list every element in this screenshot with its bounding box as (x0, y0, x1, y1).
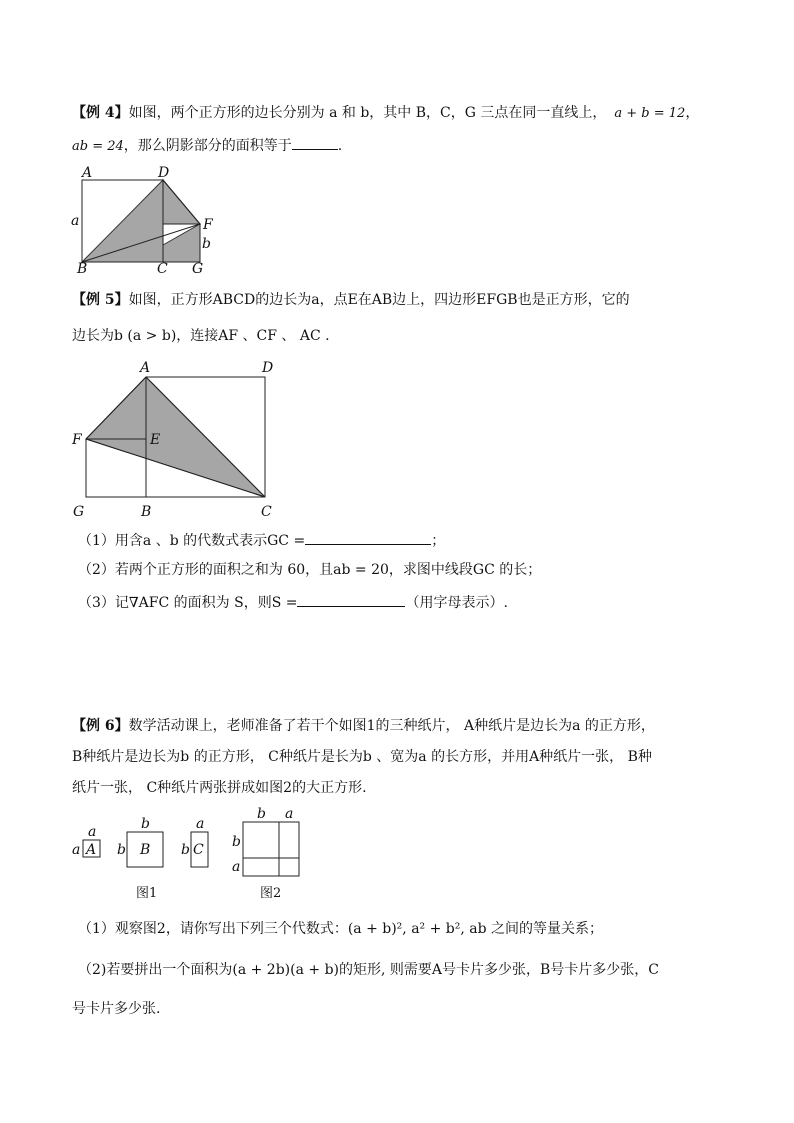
ex4-label-b: b (202, 236, 211, 252)
ex6-fig2-a-left: a (232, 859, 241, 875)
ex6-q2-line1 (78, 961, 659, 979)
ex5-q3-suffix: （用字母表示）. (405, 595, 508, 611)
ex6-fig1-b-top: b (141, 816, 150, 832)
ex6-text2: B种纸片是边长为b 的正方形， C种纸片是长为b 、宽为a 的长方形，并用A种纸片一张， B种 (72, 749, 652, 765)
ex6-text1: 数学活动课上，老师准备了若干个如图1的三种纸片， A种纸片是边长为a 的正方形， (128, 718, 655, 734)
ex6-fig1-caption: 图1 (136, 886, 158, 901)
ex4-eq2: ab = 24 (72, 139, 124, 154)
ex6-q2-text2: 号卡片多少张. (72, 1001, 161, 1017)
ex6-tag: 【例 6】 (72, 718, 129, 734)
ex6-fig2-b-left: b (232, 834, 241, 850)
ex4-label-a: a (71, 213, 80, 229)
ex4-label-C: C (157, 261, 168, 277)
ex6-text3: 纸片一张， C种纸片两张拼成如图2的大正方形. (72, 780, 367, 796)
ex6-fig1-b-left: b (117, 842, 126, 858)
ex6-q2-line2 (72, 1000, 160, 1018)
ex4-line1: 【例 4】如图，两个正方形的边长分别为 a 和 b，其中 B，C，G 三点在同一直线上， a + b = 12， (72, 105, 700, 121)
ex6-fig1-C: C (193, 842, 204, 858)
ex5-label-G: G (73, 504, 85, 520)
ex5-label-E: E (150, 432, 161, 448)
ex5-tag: 【例 5】 (72, 292, 129, 308)
ex5-q3-text: （3）记∇AFC 的面积为 S，则S = (78, 595, 298, 611)
ex5-text2: 边长为b (a > b)，连接AF 、CF 、 AC . (72, 328, 330, 344)
ex6-fig1-a-left: a (72, 842, 81, 858)
ex6-q1 (78, 920, 603, 938)
ex6-fig1-B: B (140, 842, 151, 858)
ex4-text1: 如图，两个正方形的边长分别为 a 和 b，其中 B，C，G 三点在同一直线上， (128, 105, 607, 121)
ex5-q1-text: （1）用含a 、b 的代数式表示GC = (78, 533, 306, 549)
ex4-line2: ab = 24，那么阴影部分的面积等于 . (72, 135, 342, 156)
ex4-label-F: F (203, 217, 213, 233)
ex6-fig2-a-top: a (285, 806, 294, 822)
ex5-label-C: C (261, 504, 272, 520)
ex6-fig1-A: A (86, 842, 97, 858)
ex6-big-square (243, 822, 299, 876)
ex4-eq1: a + b = 12 (614, 106, 686, 121)
ex5-label-F: F (72, 432, 82, 448)
ex5-label-D: D (262, 360, 274, 376)
ex4-text2: ，那么阴影部分的面积等于 (123, 138, 292, 154)
ex6-fig1-b-left2: b (181, 842, 190, 858)
ex6-fig2-caption: 图2 (260, 886, 282, 901)
ex5-q2-text: （2）若两个正方形的面积之和为 60，且ab = 20，求图中线段GC 的长； (78, 562, 542, 578)
ex6-fig1-a-top: a (88, 824, 97, 840)
ex5-q1-suffix: ； (431, 533, 446, 549)
ex6-q1-text: （1）观察图2，请你写出下列三个代数式：(a + b)², a² + b², ab 之间的等量关系； (78, 921, 604, 937)
ex4-label-A: A (82, 165, 93, 181)
ex4-label-G: G (192, 261, 204, 277)
ex6-q2-text1: （2)若要拼出一个面积为(a + 2b)(a + b)的矩形, 则需要A号卡片多少张，B号卡片多少张，C (78, 962, 660, 978)
ex5-text1: 如图，正方形ABCD的边长为a，点E在AB边上，四边形EFGB也是正方形，它的 (128, 292, 630, 308)
ex6-fig1-a-top2: a (196, 816, 205, 832)
ex6-fig2-b-top: b (257, 806, 266, 822)
ex5-label-A: A (140, 360, 151, 376)
ex4-label-B: B (77, 261, 88, 277)
ex4-tag: 【例 4】 (72, 105, 129, 121)
ex4-label-D: D (158, 165, 170, 181)
ex5-label-B: B (141, 504, 152, 520)
